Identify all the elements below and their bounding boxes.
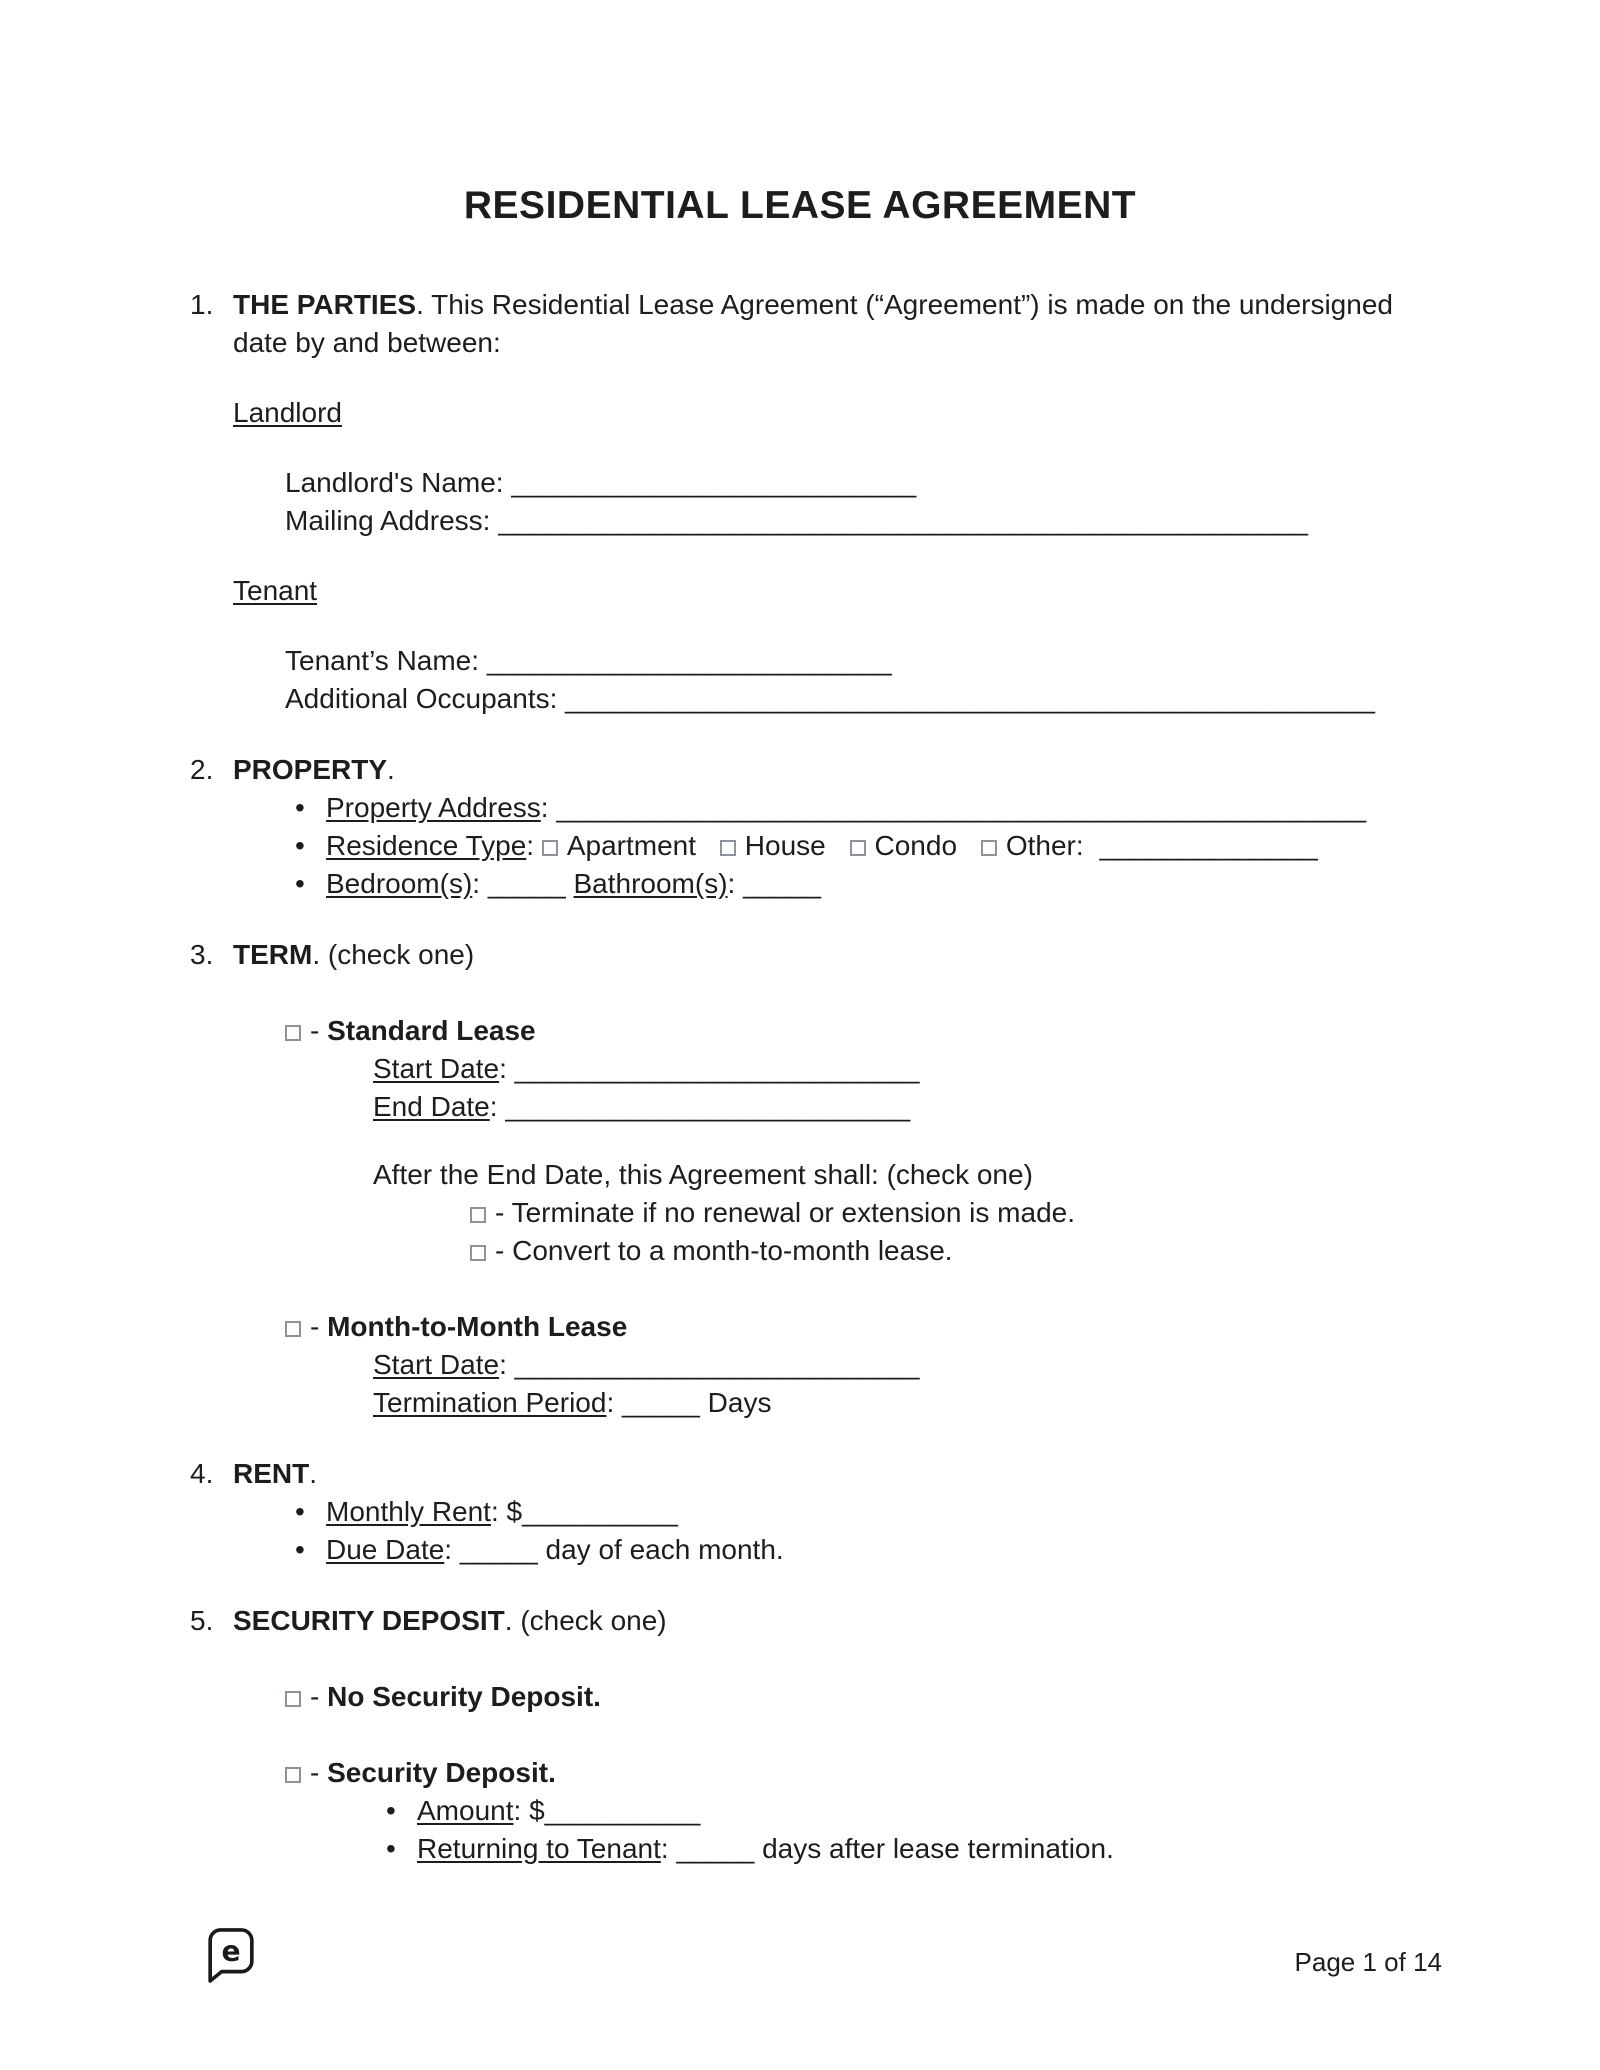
apartment-option-label: Apartment bbox=[566, 830, 697, 861]
no-security-deposit-label: No Security Deposit bbox=[327, 1681, 594, 1712]
colon: : bbox=[660, 1833, 669, 1864]
document-title: RESIDENTIAL LEASE AGREEMENT bbox=[463, 184, 1137, 227]
rent-heading-row bbox=[233, 1455, 1445, 1493]
mailing-address-row bbox=[285, 502, 1445, 540]
apartment-checkbox-icon[interactable] bbox=[542, 840, 558, 856]
section-number: 2. bbox=[190, 754, 214, 785]
returning-to-tenant-blank[interactable]: _____ bbox=[676, 1833, 755, 1864]
house-checkbox-icon[interactable] bbox=[720, 840, 736, 856]
landlord-name-blank[interactable]: __________________________ bbox=[511, 467, 917, 498]
due-date-label: Due Date bbox=[326, 1534, 445, 1565]
termination-period-blank[interactable]: _____ bbox=[622, 1387, 700, 1418]
colon: : bbox=[490, 1496, 499, 1527]
no-security-deposit-checkbox-icon[interactable] bbox=[285, 1691, 301, 1707]
eforms-logo-icon bbox=[206, 1926, 256, 1986]
standard-end-date-blank[interactable]: __________________________ bbox=[505, 1091, 911, 1122]
due-date-blank[interactable]: _____ bbox=[459, 1534, 538, 1565]
start-date-label: Start Date bbox=[373, 1349, 500, 1380]
heading-period: . bbox=[309, 1458, 318, 1489]
other-checkbox-icon[interactable] bbox=[981, 840, 997, 856]
section-security-deposit bbox=[190, 1602, 1445, 1868]
deposit-amount-label: Amount bbox=[417, 1795, 514, 1826]
section-number: 3. bbox=[190, 939, 214, 970]
standard-lease-option-row bbox=[285, 1012, 1445, 1050]
security-heading-row bbox=[233, 1602, 1445, 1640]
dash: - bbox=[310, 1681, 320, 1712]
property-heading-row bbox=[233, 751, 1445, 789]
colon: : bbox=[540, 792, 549, 823]
deposit-amount-item bbox=[376, 1792, 1445, 1830]
property-address-item bbox=[285, 789, 1445, 827]
property-address-label: Property Address bbox=[326, 792, 541, 823]
due-date-item bbox=[285, 1531, 1445, 1569]
additional-occupants-row bbox=[285, 680, 1445, 718]
residence-type-item bbox=[285, 827, 1445, 865]
dash: - bbox=[310, 1757, 320, 1788]
residence-option-other bbox=[981, 830, 1084, 861]
colon: : bbox=[489, 1091, 498, 1122]
section-term bbox=[190, 936, 1445, 1422]
house-option-label: House bbox=[744, 830, 826, 861]
residence-type-label: Residence Type bbox=[326, 830, 527, 861]
returning-to-tenant-suffix: days after lease termination. bbox=[762, 1833, 1114, 1864]
security-deposit-row bbox=[285, 1754, 1445, 1792]
parties-intro bbox=[233, 286, 1445, 362]
monthly-start-date-row bbox=[373, 1346, 1445, 1384]
standard-lease-checkbox-icon[interactable] bbox=[285, 1025, 301, 1041]
residence-option-condo bbox=[850, 830, 958, 861]
month-to-month-option-row bbox=[285, 1308, 1445, 1346]
section-heading: RENT bbox=[233, 1458, 310, 1489]
landlord-name-row bbox=[285, 464, 1445, 502]
residence-option-house bbox=[720, 830, 826, 861]
end-date-label: End Date bbox=[373, 1091, 490, 1122]
section-heading: TERM bbox=[233, 939, 313, 970]
terminate-option-row bbox=[470, 1194, 1445, 1232]
landlord-name-label: Landlord's Name: bbox=[285, 467, 504, 498]
bedroom-blank[interactable]: _____ bbox=[487, 868, 566, 899]
termination-period-row bbox=[373, 1384, 1445, 1422]
tenant-name-blank[interactable]: __________________________ bbox=[486, 645, 892, 676]
term-note: . (check one) bbox=[312, 939, 475, 970]
standard-lease-label: Standard Lease bbox=[327, 1015, 536, 1046]
terminate-checkbox-icon[interactable] bbox=[470, 1207, 486, 1223]
mailing-address-label: Mailing Address: bbox=[285, 505, 491, 536]
terminate-option-label: - Terminate if no renewal or extension is made. bbox=[495, 1197, 1075, 1228]
property-address-blank[interactable]: ____________________________________________________ bbox=[556, 792, 1367, 823]
section-heading: PROPERTY bbox=[233, 754, 388, 785]
start-date-label: Start Date bbox=[373, 1053, 500, 1084]
monthly-start-date-blank[interactable]: __________________________ bbox=[514, 1349, 920, 1380]
heading-period: . bbox=[387, 754, 395, 785]
section-number: 1. bbox=[190, 289, 214, 320]
section-number: 5. bbox=[190, 1605, 214, 1636]
additional-occupants-blank[interactable]: ____________________________________________________ bbox=[565, 683, 1375, 714]
bathroom-blank[interactable]: _____ bbox=[743, 868, 821, 899]
colon: : bbox=[499, 1053, 507, 1084]
month-to-month-checkbox-icon[interactable] bbox=[285, 1321, 301, 1337]
condo-option-label: Condo bbox=[874, 830, 958, 861]
period: . bbox=[548, 1757, 556, 1788]
colon: : bbox=[513, 1795, 522, 1826]
landlord-heading: Landlord bbox=[233, 397, 342, 428]
tenant-name-label: Tenant’s Name: bbox=[285, 645, 480, 676]
security-deposit-label: Security Deposit bbox=[327, 1757, 549, 1788]
monthly-rent-item bbox=[285, 1493, 1445, 1531]
tenant-name-row bbox=[285, 642, 1445, 680]
residence-option-apartment bbox=[542, 830, 696, 861]
monthly-rent-label: Monthly Rent bbox=[326, 1496, 491, 1527]
section-heading: THE PARTIES bbox=[233, 289, 417, 320]
dash: - bbox=[310, 1015, 320, 1046]
section-number: 4. bbox=[190, 1458, 214, 1489]
svg-text:e: e bbox=[221, 1935, 241, 1969]
due-date-suffix: day of each month. bbox=[545, 1534, 784, 1565]
other-blank[interactable]: ______________ bbox=[1099, 830, 1318, 861]
returning-to-tenant-item bbox=[376, 1830, 1445, 1868]
section-parties bbox=[190, 286, 1445, 718]
convert-option-row bbox=[470, 1232, 1445, 1270]
deposit-amount-blank[interactable]: $__________ bbox=[529, 1795, 701, 1826]
tenant-heading: Tenant bbox=[233, 575, 318, 606]
parties-intro-text: . This Residential Lease Agreement (“Agreement”) is made on the undersigned date by and between: bbox=[233, 289, 1393, 358]
condo-checkbox-icon[interactable] bbox=[850, 840, 866, 856]
period: . bbox=[593, 1681, 601, 1712]
colon: : bbox=[606, 1387, 615, 1418]
no-security-deposit-row bbox=[285, 1678, 1445, 1716]
convert-checkbox-icon[interactable] bbox=[470, 1245, 486, 1261]
additional-occupants-label: Additional Occupants: bbox=[285, 683, 558, 714]
bedroom-bathroom-item bbox=[285, 865, 1445, 903]
colon: : bbox=[727, 868, 736, 899]
section-rent bbox=[190, 1455, 1445, 1569]
colon: : bbox=[526, 830, 535, 861]
colon: : bbox=[444, 1534, 453, 1565]
colon: : bbox=[499, 1349, 507, 1380]
section-property bbox=[190, 751, 1445, 903]
termination-period-suffix: Days bbox=[707, 1387, 772, 1418]
section-heading: SECURITY DEPOSIT bbox=[233, 1605, 505, 1636]
month-to-month-label: Month-to-Month Lease bbox=[327, 1311, 628, 1342]
bedroom-label: Bedroom(s) bbox=[326, 868, 473, 899]
other-option-label: Other: bbox=[1005, 830, 1084, 861]
security-deposit-checkbox-icon[interactable] bbox=[285, 1767, 301, 1783]
security-note: . (check one) bbox=[504, 1605, 667, 1636]
monthly-rent-blank[interactable]: $__________ bbox=[506, 1496, 678, 1527]
term-heading-row bbox=[233, 936, 1445, 974]
returning-to-tenant-label: Returning to Tenant bbox=[417, 1833, 661, 1864]
after-end-date-text: After the End Date, this Agreement shall: (check one) bbox=[373, 1159, 1033, 1190]
bathroom-label: Bathroom(s) bbox=[573, 868, 728, 899]
standard-start-date-row bbox=[373, 1050, 1445, 1088]
colon: : bbox=[472, 868, 481, 899]
dash: - bbox=[310, 1311, 320, 1342]
convert-option-label: - Convert to a month-to-month lease. bbox=[495, 1235, 953, 1266]
termination-period-label: Termination Period bbox=[373, 1387, 607, 1418]
standard-start-date-blank[interactable]: __________________________ bbox=[514, 1053, 920, 1084]
standard-end-date-row bbox=[373, 1088, 1445, 1126]
page-number-label: Page 1 of 14 bbox=[1294, 1947, 1442, 1977]
mailing-address-blank[interactable]: ____________________________________________________ bbox=[498, 505, 1308, 536]
